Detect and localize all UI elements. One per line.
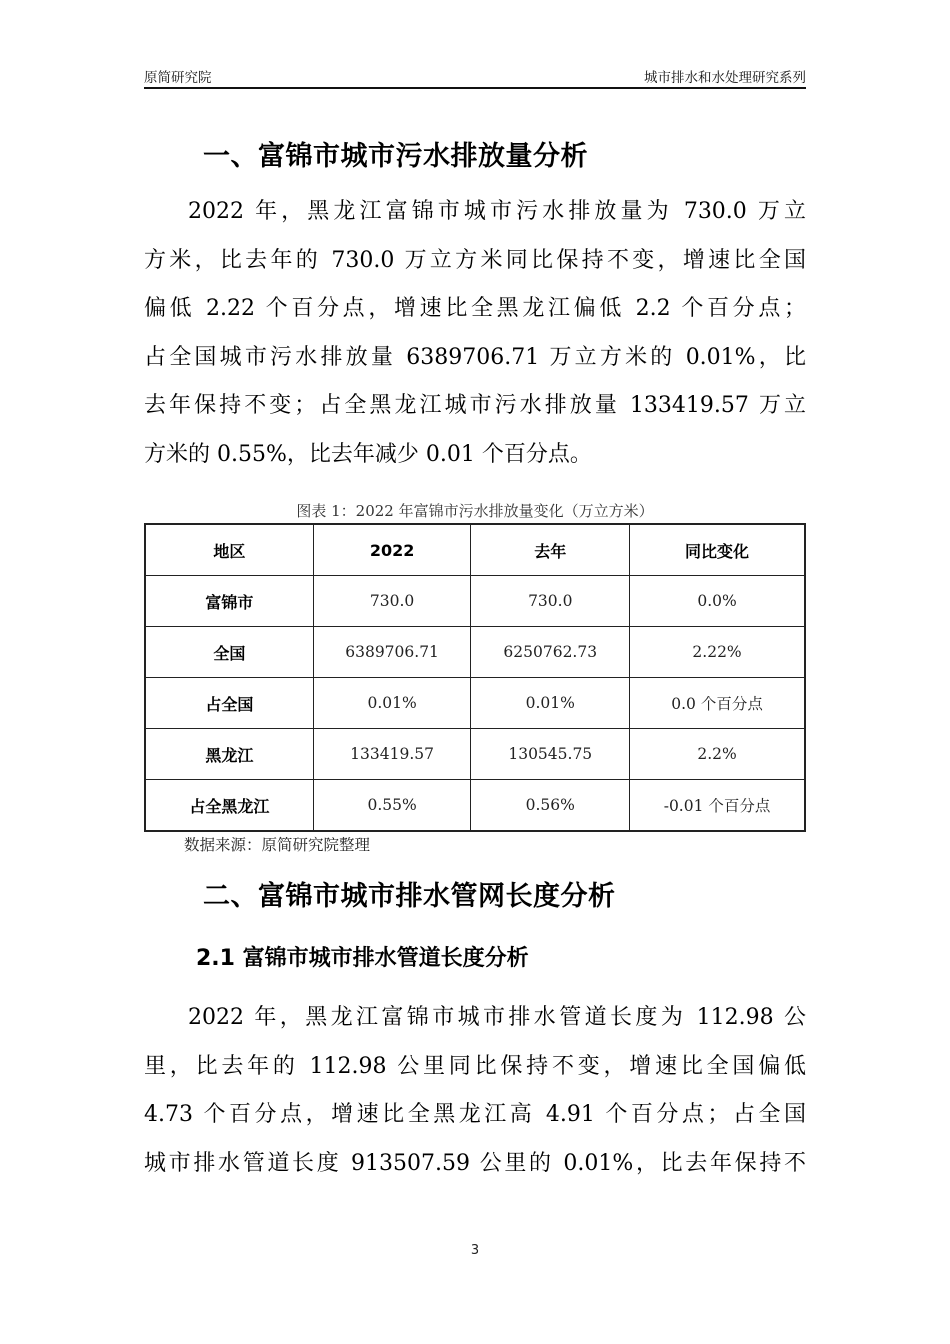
- cell-value: 6389706.71: [313, 627, 471, 678]
- paragraph-line: 方米，比去年的 730.0 万立方米同比保持不变，增速比全国: [144, 247, 806, 273]
- column-header-yoy-change: 同比变化: [630, 524, 805, 576]
- cell-value: 730.0: [313, 576, 471, 627]
- table-header-row: [145, 524, 805, 576]
- table-row: [145, 780, 805, 832]
- data-source-note: 数据来源：原简研究院整理: [184, 836, 371, 854]
- column-header-region: 地区: [145, 524, 313, 576]
- cell-value: 0.56%: [471, 780, 630, 832]
- row-label: 全国: [145, 627, 313, 678]
- paragraph-line: 偏低 2.22 个百分点，增速比全黑龙江偏低 2.2 个百分点；: [144, 296, 806, 321]
- row-label: 黑龙江: [145, 729, 313, 780]
- column-header-last-year: 去年: [471, 524, 630, 576]
- page-header: [144, 66, 806, 88]
- paragraph-line: 2022 年，黑龙江富锦市城市污水排放量为 730.0 万立: [188, 199, 806, 224]
- row-label: 占全黑龙江: [145, 780, 313, 832]
- cell-value: 0.55%: [313, 780, 471, 832]
- cell-value: 0.01%: [313, 678, 471, 729]
- header-divider: [144, 87, 806, 89]
- table-caption: 图表 1：2022 年富锦市污水排放量变化（万立方米）: [296, 502, 654, 520]
- emission-table: [144, 523, 806, 832]
- section1-paragraph: [144, 188, 806, 479]
- cell-value: -0.01 个百分点: [630, 780, 805, 832]
- paragraph-line: 去年保持不变；占全黑龙江城市污水排放量 133419.57 万立: [144, 393, 806, 418]
- section2-paragraph: [144, 994, 806, 1188]
- page-number: 3: [470, 1243, 480, 1258]
- cell-value: 0.0 个百分点: [630, 678, 805, 729]
- table-row: [145, 729, 805, 780]
- cell-value: 2.22%: [630, 627, 805, 678]
- cell-value: 6250762.73: [471, 627, 630, 678]
- paragraph-line: 4.73 个百分点，增速比全黑龙江高 4.91 个百分点；占全国: [144, 1102, 806, 1127]
- header-series-title: 城市排水和水处理研究系列: [644, 70, 806, 86]
- table-row: [145, 576, 805, 627]
- paragraph-line: 方米的 0.55%，比去年减少 0.01 个百分点。: [144, 441, 592, 467]
- paragraph-line: 占全国城市污水排放量 6389706.71 万立方米的 0.01%，比: [144, 344, 806, 370]
- cell-value: 730.0: [471, 576, 630, 627]
- section2-heading: 二、富锦市城市排水管网长度分析: [203, 881, 616, 912]
- cell-value: 133419.57: [313, 729, 471, 780]
- paragraph-line: 城市排水管道长度 913507.59 公里的 0.01%，比去年保持不: [144, 1150, 806, 1176]
- table-row: [145, 627, 805, 678]
- subsection-heading: 2.1 富锦市城市排水管道长度分析: [196, 946, 529, 971]
- header-organization: 原简研究院: [144, 70, 212, 86]
- table-row: [145, 678, 805, 729]
- column-header-2022: 2022: [313, 524, 471, 576]
- cell-value: 130545.75: [471, 729, 630, 780]
- paragraph-line: 里，比去年的 112.98 公里同比保持不变，增速比全国偏低: [144, 1053, 806, 1079]
- cell-value: 2.2%: [630, 729, 805, 780]
- cell-value: 0.0%: [630, 576, 805, 627]
- row-label: 占全国: [145, 678, 313, 729]
- paragraph-line: 2022 年，黑龙江富锦市城市排水管道长度为 112.98 公: [188, 1005, 806, 1030]
- section1-heading: 一、富锦市城市污水排放量分析: [203, 141, 588, 172]
- cell-value: 0.01%: [471, 678, 630, 729]
- row-label: 富锦市: [145, 576, 313, 627]
